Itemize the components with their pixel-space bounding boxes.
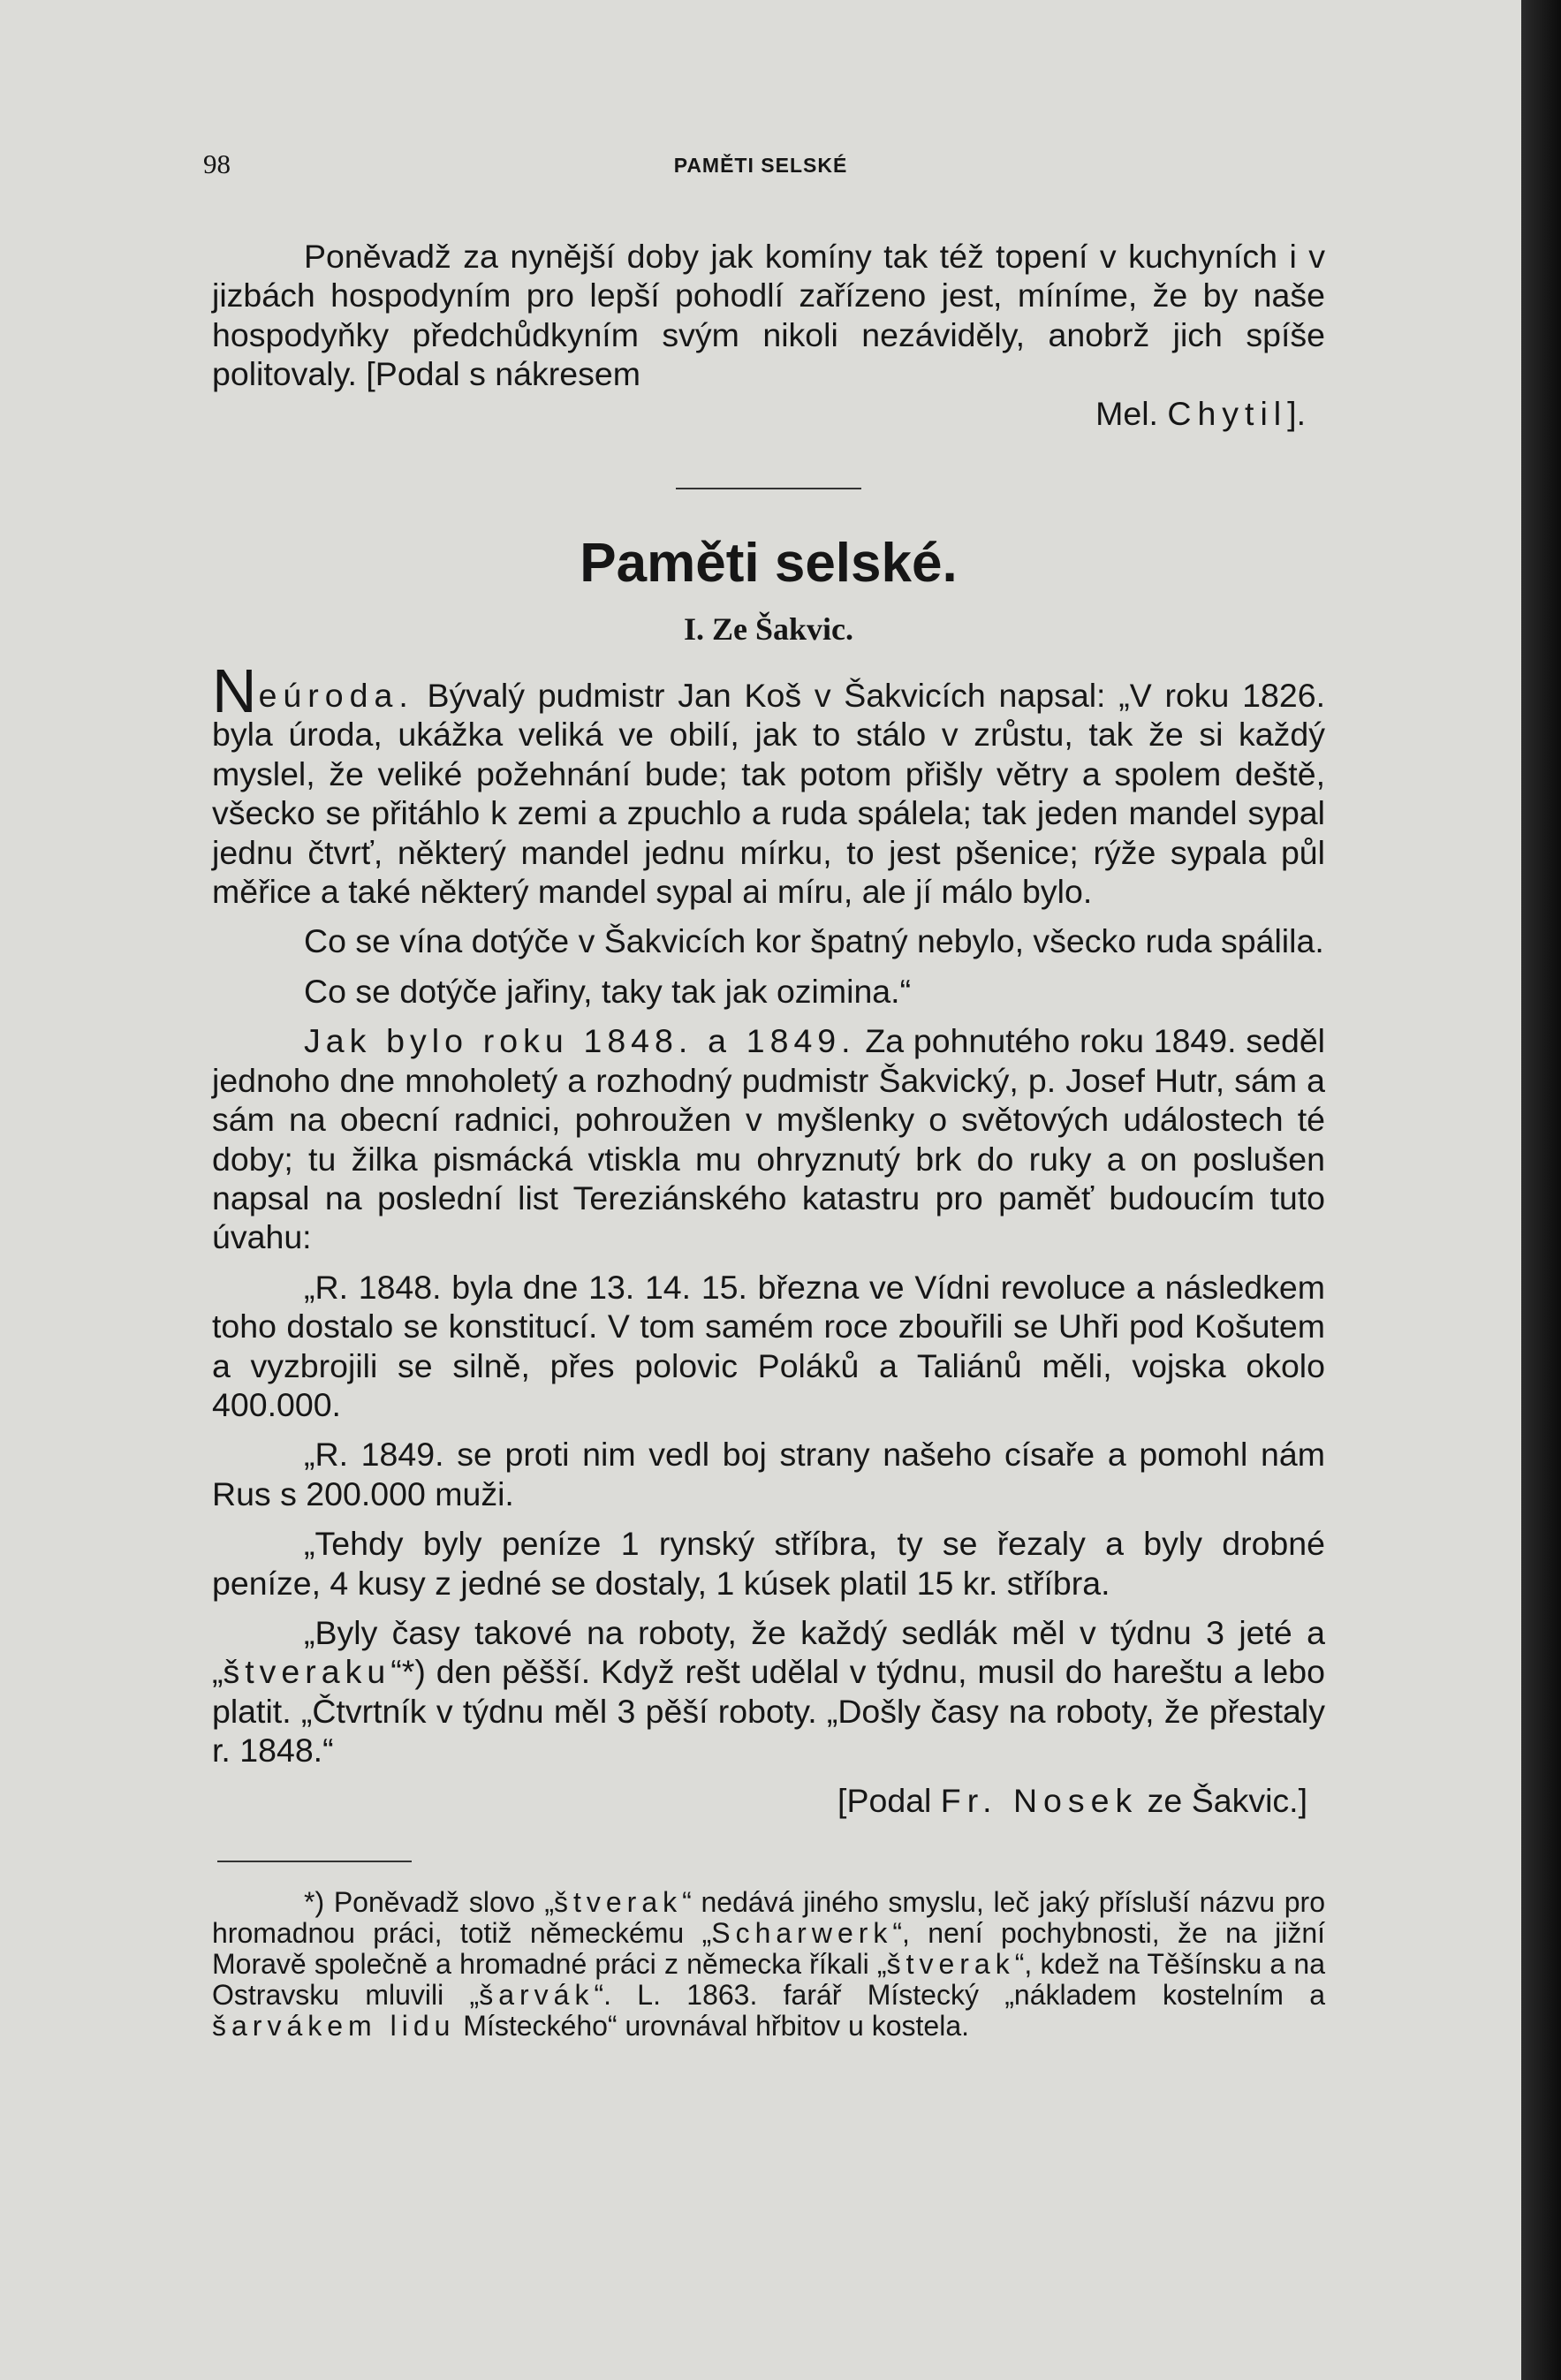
lead-phrase: Jak bylo roku 1848. a 1849. [304, 1022, 856, 1060]
spaced-word: šarvákem lidu [212, 2010, 456, 2042]
closing-signature [212, 1781, 1325, 1820]
text-part: *) Poněvadž slovo „ [304, 1886, 554, 1918]
paragraph-roboty [212, 1613, 1325, 1770]
article-subtitle: I. Ze Šakvic. [683, 611, 854, 648]
footnote-rule [217, 1861, 412, 1862]
running-title: PAMĚTI SELSKÉ [673, 154, 848, 177]
spaced-word: šarvák [479, 1979, 595, 2011]
paragraph-vino: Co se vína dotýče v Šakvicích kor špatný nebylo, všecko ruda spálila. [304, 922, 1324, 960]
spaced-word: štveraku [223, 1653, 391, 1691]
spaced-word: štverak [886, 1948, 1015, 1980]
lead-word: eúroda. [258, 677, 414, 715]
article-title: Paměti selské. [580, 533, 958, 595]
paragraph-jarina: Co se dotýče jařiny, taky tak jak ozimina.“ [304, 972, 912, 1010]
paragraph-neuroda [212, 656, 1325, 911]
section-divider [676, 488, 861, 489]
initial-letter: N [212, 656, 257, 726]
paragraph-r1848: „R. 1848. byla dne 13. 14. 15. března ve Vídni revoluce a následkem toho dostalo se konstitucí. V tom samém roce zbouřili se Uhři pod Košutem a vyzbrojili se silně, přes polovic Poláků a Taliánů měli, vojska okolo 400.000. [212, 1268, 1325, 1423]
page-edge-shadow [1521, 0, 1561, 2380]
intro-signature [212, 394, 1325, 433]
signature-name: Fr. Nosek [940, 1781, 1139, 1819]
intro-text: Poněvadž za nynější doby jak komíny tak též topení v kuchyních i v jizbách hospodyním pro lepší pohodlí zařízeno jest, míníme, že by naše hospodyňky předchůdkyním svým nikoli nezáviděly, anobrž jich spíše politovaly. [Podal s nákresem [212, 238, 1325, 393]
text-part: ze Šakvic.] [1138, 1781, 1307, 1819]
intro-paragraph [212, 237, 1325, 394]
text-part: Místeckého“ urovnával hřbitov u kostela. [455, 2010, 970, 2042]
signature-suffix: ]. [1287, 394, 1306, 432]
text-part: “ nedává jiného smyslu, leč jaký přísluší názvu pro hromadnou práci, totiž německému „ [212, 1886, 1326, 1949]
text-part: “, kdež na Těšínsku a na Ostravsku mluvili „ [212, 1948, 1326, 2011]
page-number: 98 [203, 148, 231, 179]
paragraph-r1849: „R. 1849. se proti nim vedl boj strany našeho císaře a pomohl nám Rus s 200.000 muži. [212, 1436, 1325, 1512]
paragraph-penize: „Tehdy byly peníze 1 rynský stříbra, ty se řezaly a byly drobné peníze, 4 kusy z jedné se dostaly, 1 kúsek platil 15 kr. stříbra. [212, 1525, 1325, 1602]
signature-name: Chytil [1167, 394, 1288, 432]
text-part: “, není pochybnosti, že na jižní Moravě společně a hromadné práci z německa říkali „ [212, 1917, 1326, 1980]
page-body [212, 237, 1325, 2042]
signature-prefix: Mel. [1095, 394, 1158, 432]
spaced-word: štverak [553, 1886, 683, 1918]
text-part: “. L. 1863. farář Místecký „nákladem kostelním a [594, 1979, 1326, 2011]
paragraph-text: Za pohnutého roku 1849. seděl jednoho dne mnoholetý a rozhodný pudmistr Šakvický, p. Josef Hutr, sám a sám na obecní radnici, pohroužen v myšlenky o světových událostech té doby; tu žilka pismácká vtiskla mu ohryznutý brk do ruky a on poslušen napsal na poslední list Tereziánského katastru pro paměť budoucím tuto úvahu: [212, 1022, 1326, 1256]
running-header [203, 148, 1318, 184]
paragraph-text: Bývalý pudmistr Jan Koš v Šakvicích napsal: „V roku 1826. byla úroda, ukážka veliká ve obilí, jak to stálo v zrůstu, tak že si každý myslel, že veliké požehnání bude; tak potom přišly větry a spolem deště, všecko se přitáhlo k zemi a zpuchlo a ruda spálela; tak jeden mandel sypal jednu čtvrť, některý mandel jednu mírku, to jest pšenice; rýže sypala půl měřice a také některý mandel sypal ai míru, ale jí málo bylo. [212, 677, 1325, 911]
spaced-word: Scharwerk [711, 1917, 893, 1949]
text-part: [Podal [837, 1781, 941, 1819]
footnote [212, 1887, 1325, 2042]
paragraph-1848 [212, 1021, 1325, 1256]
text-part: “*) den pěšší. Když rešt udělal v týdnu, musil do hareštu a lebo platit. „Čtvrtník v týdnu měl 3 pěší roboty. „Došly časy na roboty, že přestaly r. 1848.“ [212, 1653, 1325, 1770]
text-part: „Byly časy takové na roboty, že každý sedlák měl v týdnu 3 jeté a „ [212, 1613, 1325, 1691]
